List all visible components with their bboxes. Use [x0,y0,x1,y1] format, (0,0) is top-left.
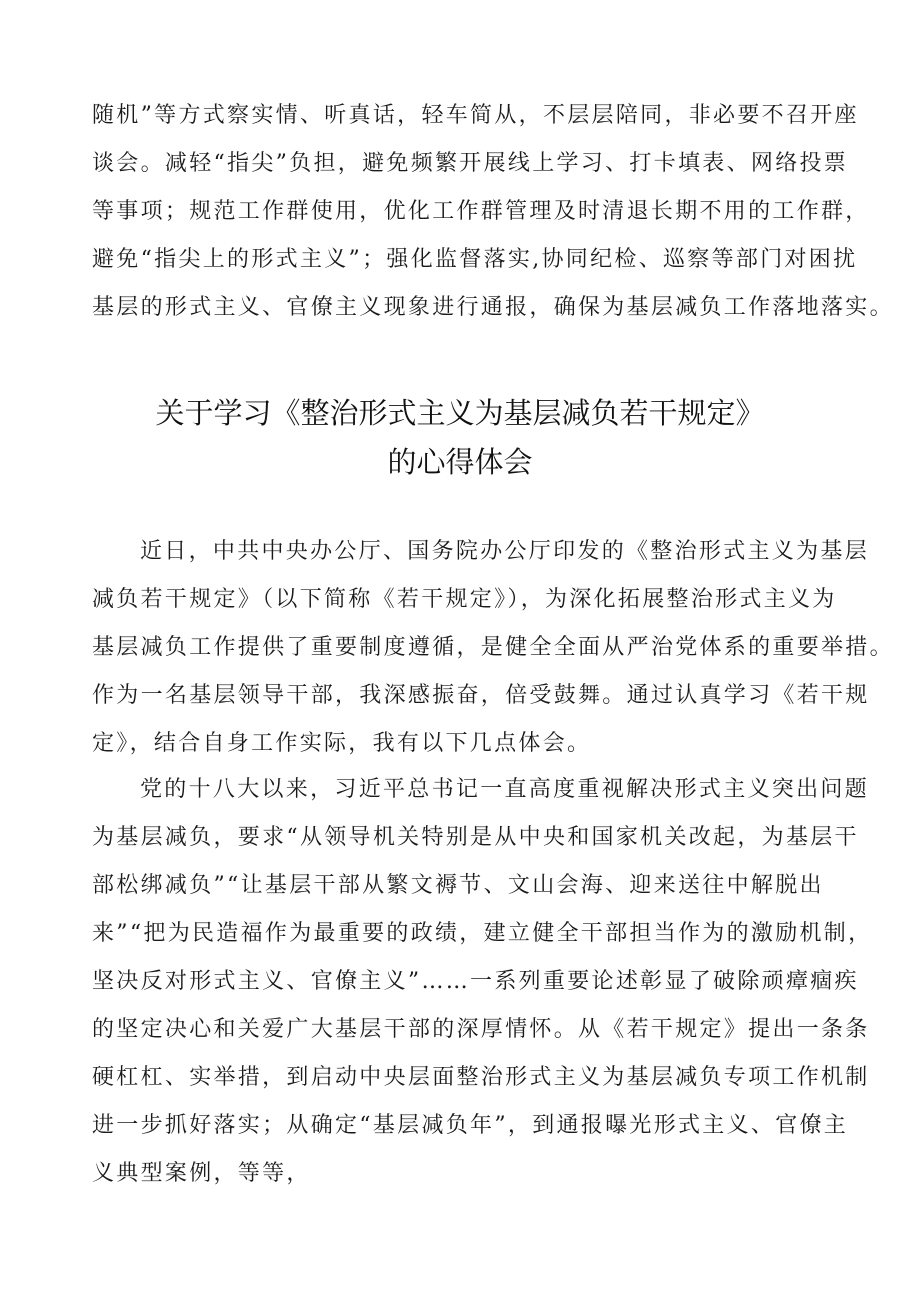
text-line: 的坚定决心和关爱广大基层干部的深厚情怀。从《若干规定》提出一条条 [92,1017,870,1042]
text-line: 进一步抓好落实；从确定“基层减负年”，到通报曝光形式主义、官僚主 [92,1113,849,1138]
text-line: 等事项；规范工作群使用，优化工作群管理及时清退长期不用的工作群， [92,199,870,224]
text-line: 义典型案例，等等， [92,1161,311,1186]
text-line: 硬杠杠、实举措，到启动中央层面整治形式主义为基层减负专项工作机制 [92,1065,870,1090]
text-line: 为基层减负，要求“从领导机关特别是从中央和国家机关改起，为基层干 [92,825,859,850]
text-line: 党的十八大以来，习近平总书记一直高度重视解决形式主义突出问题 [140,777,870,802]
text-line: 来”“把为民造福作为最重要的政绩，建立健全干部担当作为的激励机制， [92,921,873,946]
text-line: 作为一名基层领导干部，我深感振奋，倍受鼓舞。通过认真学习《若干规 [92,683,870,708]
text-line: 部松绑减负”“让基层干部从繁文褥节、文山会海、迎来送往中解脱出 [92,873,824,898]
text-line: 近日，中共中央办公厅、国务院办公厅印发的《整治形式主义为基层 [140,539,870,564]
text-line: 谈会。减轻“指尖”负担，避免频繁开展线上学习、打卡填表、网络投票 [92,151,849,176]
text-line: 减负若干规定》（以下简称《若干规定》），为深化拓展整治形式主义为 [92,587,837,612]
title-line-1: 关于学习《整治形式主义为基层减负若干规定》 [155,396,765,430]
text-line: 避免“指尖上的形式主义”；强化监督落实,协同纪检、巡察等部门对困扰 [92,247,858,272]
text-line: 基层的形式主义、官僚主义现象进行通报，确保为基层减负工作落地落实。 [92,295,894,320]
text-line: 坚决反对形式主义、官僚主义”……一系列重要论述彰显了破除顽瘴痼疾 [92,969,859,994]
title-line-2: 的心得体会 [387,445,533,479]
text-line: 随机”等方式察实情、听真话，轻车简从，不层层陪同，非必要不召开座 [92,103,859,128]
text-line: 基层减负工作提供了重要制度遵循，是健全全面从严治党体系的重要举措。 [92,635,894,660]
text-line: 定》，结合自身工作实际，我有以下几点体会。 [92,731,592,756]
